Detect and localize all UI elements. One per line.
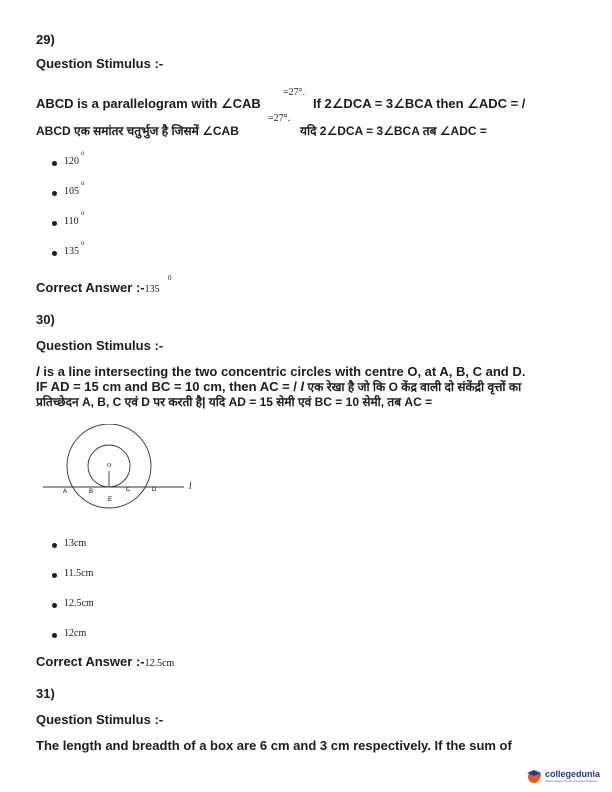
q30-correct-answer: [36, 654, 174, 669]
question-30-text-line3: प्रतिच्छेदन A, B, C एवं D पर करती है| यदि AD = 15 सेमी एवं BC = 10 सेमी, तब AC =: [36, 395, 433, 409]
q29-en-post: If 2∠DCA = 3∠BCA then ∠ADC = /: [313, 96, 526, 111]
q29-hi-pre: ABCD एक समांतर चतुर्भुज है जिसमें ∠CAB: [36, 124, 239, 138]
q29-en-pre: ABCD is a parallelogram with ∠CAB: [36, 96, 261, 111]
question-29-english-text: [36, 96, 261, 112]
label-O: O: [107, 463, 112, 469]
answer-label: Correct Answer :-: [36, 654, 145, 669]
logo-tagline: India's largest Student Review Platform: [544, 779, 598, 783]
bullet-icon: [52, 221, 57, 226]
q29-correct-answer: [36, 280, 160, 295]
question-number-30: 30): [36, 312, 55, 327]
answer-label: Correct Answer :-: [36, 280, 145, 295]
label-D: D: [152, 487, 157, 493]
question-29-hindi-text: [36, 122, 239, 139]
label-B: B: [89, 489, 94, 495]
question-number-29: 29): [36, 32, 55, 47]
bullet-icon: [52, 573, 57, 578]
bullet-icon: [52, 543, 57, 548]
logo-text: collegedunia: [544, 769, 600, 779]
bullet-icon: [52, 633, 57, 638]
label-l: l: [189, 481, 192, 491]
answer-value: 12.5cm: [144, 658, 175, 669]
bullet-icon: [52, 251, 57, 256]
q29-hi-angle-value: =27°.: [268, 113, 291, 124]
question-stimulus-label-31: Question Stimulus :-: [36, 712, 164, 727]
label-A: A: [63, 489, 68, 495]
q29-answer-degree: 0: [168, 274, 172, 282]
question-stimulus-label-30: Question Stimulus :-: [36, 338, 164, 353]
concentric-circles-figure: [38, 424, 198, 514]
bullet-icon: [52, 603, 57, 608]
question-31-text: The length and breadth of a box are 6 cm and 3 cm respectively. If the sum of: [36, 738, 512, 753]
bullet-icon: [52, 191, 57, 196]
bullet-icon: [52, 161, 57, 166]
answer-value: 135: [144, 284, 160, 295]
label-C: C: [126, 487, 131, 493]
question-stimulus-label-29: Question Stimulus :-: [36, 56, 164, 71]
label-E: E: [108, 497, 113, 503]
question-30-text-line1: l is a line intersecting the two concentric circles with centre O, at A, B, C and D.: [36, 364, 526, 379]
question-30-text-line2: IF AD = 15 cm and BC = 10 cm, then AC = / l एक रेखा है जो कि O केंद्र वाली दो संकेंद्री वृत्तों का: [36, 379, 522, 394]
q29-en-angle-value: =27°.: [283, 87, 306, 98]
q29-hi-post: यदि 2∠DCA = 3∠BCA तब ∠ADC =: [300, 124, 487, 138]
collegedunia-logo[interactable]: [526, 768, 600, 784]
question-number-31: 31): [36, 686, 55, 701]
graduation-cap-icon: [526, 768, 542, 784]
